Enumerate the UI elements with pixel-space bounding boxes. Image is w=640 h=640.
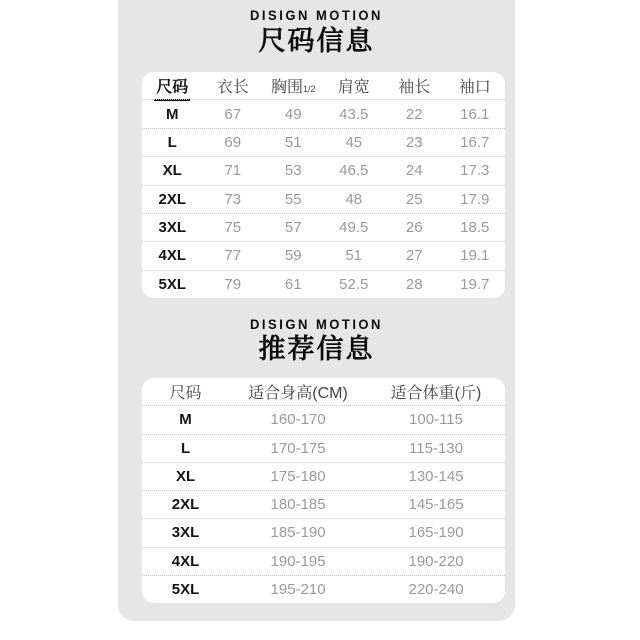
- height-cell: 160-170: [270, 411, 326, 429]
- size-cell: XL: [162, 162, 182, 180]
- table-row-l: [142, 128, 505, 156]
- sleeve-cell: 22: [405, 105, 423, 123]
- cuff-cell: 17.9: [460, 190, 490, 208]
- size-cell: L: [180, 439, 191, 457]
- fit-row-l: [142, 434, 505, 462]
- size-cell: L: [167, 133, 177, 151]
- fit-row-m: [142, 405, 505, 433]
- header-size-label: 尺码: [154, 79, 190, 101]
- fit-row-2xl: [142, 490, 505, 518]
- length-cell: 79: [224, 275, 242, 293]
- size-cell: 2XL: [171, 496, 200, 514]
- length-cell: 73: [224, 190, 242, 208]
- sleeve-cell: 25: [405, 190, 423, 208]
- chest-cell: 55: [284, 190, 302, 208]
- height-cell: 180-185: [270, 496, 326, 514]
- size-cell: XL: [175, 467, 196, 485]
- size-cell: 4XL: [171, 552, 200, 570]
- header-size: [142, 74, 203, 97]
- weight-cell: 145-165: [408, 496, 464, 514]
- shoulder-cell: 45: [345, 133, 363, 151]
- height-cell: 175-180: [270, 467, 326, 485]
- cuff-cell: 19.1: [460, 247, 490, 265]
- fit-row-4xl: [142, 547, 505, 575]
- table-row-3xl: [142, 213, 505, 241]
- size-cell: 3XL: [158, 219, 186, 237]
- weight-cell: 190-220: [408, 552, 464, 570]
- table-row-5xl: [142, 270, 505, 298]
- size-info-table: [142, 72, 505, 298]
- header-weight: 适合体重(斤): [390, 385, 482, 403]
- gray-background-panel: [118, 0, 515, 621]
- size-table-header-row: [142, 72, 505, 99]
- brand-logo-size-section: DISIGN MOTION: [250, 7, 383, 24]
- size-cell: 5XL: [158, 275, 186, 293]
- table-row-2xl: [142, 185, 505, 213]
- chest-cell: 51: [284, 133, 302, 151]
- header-length: 衣长: [216, 79, 249, 97]
- height-cell: 190-195: [270, 552, 326, 570]
- length-cell: 75: [224, 219, 242, 237]
- header-size: 尺码: [169, 385, 202, 403]
- fit-row-5xl: [142, 575, 505, 603]
- fit-section-title: 推荐信息: [258, 334, 375, 364]
- shoulder-cell: 49.5: [339, 219, 369, 237]
- sleeve-cell: 27: [405, 247, 423, 265]
- chest-cell: 49: [284, 105, 302, 123]
- header-chest-subscript: 1/2: [303, 84, 316, 95]
- size-cell: 4XL: [158, 247, 186, 265]
- height-cell: 170-175: [270, 439, 326, 457]
- size-section-title: 尺码信息: [258, 26, 375, 56]
- sleeve-cell: 24: [405, 162, 423, 180]
- weight-cell: 100-115: [409, 411, 463, 429]
- fit-recommend-table: [142, 378, 505, 603]
- header-chest: [263, 74, 324, 97]
- size-cell: 2XL: [158, 190, 186, 208]
- shoulder-cell: 48: [345, 190, 363, 208]
- fit-table-header-row: [142, 378, 505, 405]
- fit-row-3xl: [142, 518, 505, 546]
- table-row-xl: [142, 156, 505, 184]
- chest-cell: 59: [284, 247, 302, 265]
- shoulder-cell: 51: [345, 247, 363, 265]
- size-cell: 5XL: [171, 580, 200, 598]
- size-cell: 3XL: [171, 524, 200, 542]
- cuff-cell: 19.7: [460, 275, 490, 293]
- chest-cell: 57: [284, 219, 302, 237]
- sleeve-cell: 28: [405, 275, 423, 293]
- table-row-4xl: [142, 241, 505, 269]
- cuff-cell: 16.7: [460, 133, 490, 151]
- weight-cell: 130-145: [408, 467, 464, 485]
- shoulder-cell: 52.5: [339, 275, 369, 293]
- chest-cell: 53: [284, 162, 302, 180]
- table-row-m: [142, 99, 505, 127]
- sleeve-cell: 26: [405, 219, 423, 237]
- brand-logo-fit-section: DISIGN MOTION: [250, 316, 383, 333]
- weight-cell: 220-240: [408, 580, 464, 598]
- cuff-cell: 17.3: [460, 162, 490, 180]
- shoulder-cell: 43.5: [339, 105, 369, 123]
- height-cell: 195-210: [270, 580, 326, 598]
- weight-cell: 115-130: [409, 439, 463, 457]
- length-cell: 69: [224, 133, 242, 151]
- height-cell: 185-190: [270, 524, 326, 542]
- length-cell: 71: [224, 162, 242, 180]
- weight-cell: 165-190: [408, 524, 464, 542]
- shoulder-cell: 46.5: [339, 162, 369, 180]
- fit-row-xl: [142, 462, 505, 490]
- chest-cell: 61: [284, 275, 302, 293]
- size-cell: M: [166, 105, 179, 123]
- header-shoulder: 肩宽: [337, 79, 370, 97]
- length-cell: 67: [224, 105, 242, 123]
- header-sleeve: 袖长: [398, 79, 431, 97]
- header-cuff: 袖口: [458, 79, 491, 97]
- header-chest-label: 胸围: [270, 79, 303, 97]
- sleeve-cell: 23: [405, 133, 423, 151]
- cuff-cell: 18.5: [460, 219, 490, 237]
- size-cell: M: [179, 411, 192, 429]
- cuff-cell: 16.1: [460, 105, 490, 123]
- length-cell: 77: [224, 247, 242, 265]
- header-height: 适合身高(CM): [248, 385, 348, 403]
